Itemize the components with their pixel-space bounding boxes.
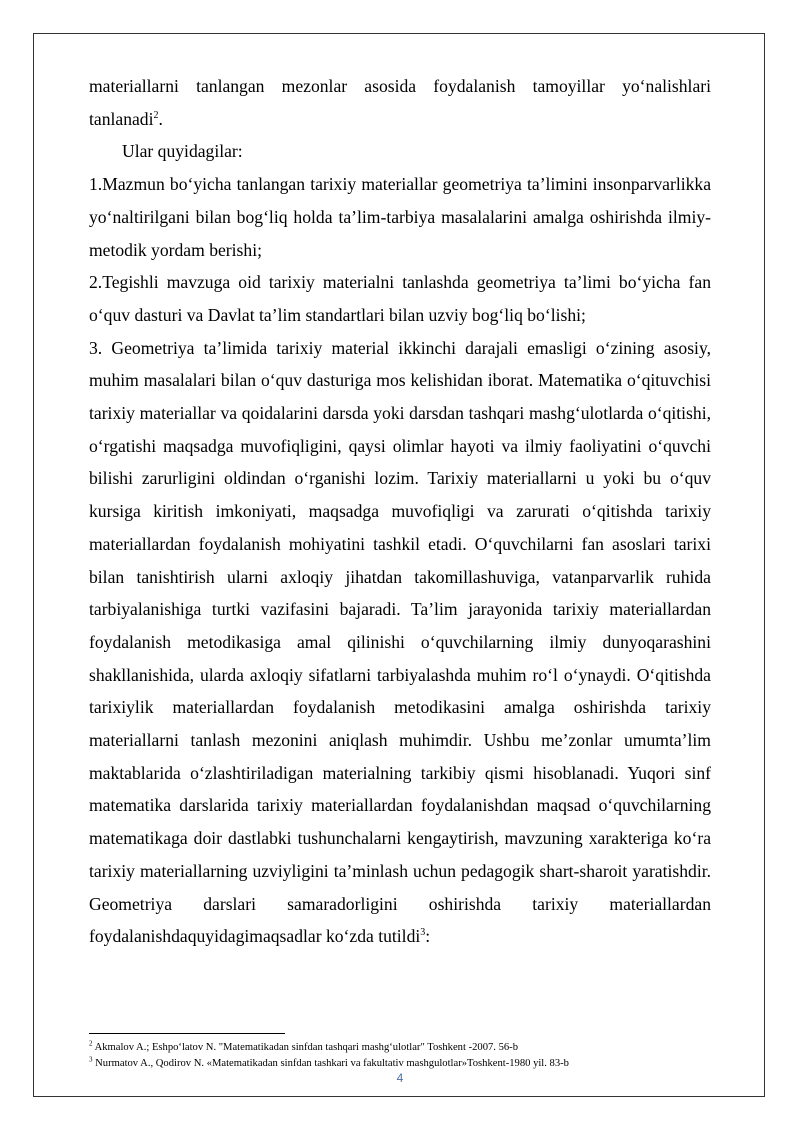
footnote-separator [89, 1033, 285, 1034]
paragraph-2: Ular quyidagilar: [122, 141, 243, 162]
paragraph-4: 2.Tegishli mavzuga oid tarixiy materialni tanlashda geometriya ta’limi bo‘yicha fan o‘quv dasturi va Davlat ta’lim standartlari bilan uzviy bog‘liq bo‘lishi; [89, 272, 711, 325]
footnote-3: $^3$ Nurmatov A., Qodirov N. «Matematikadan sinfdan tashkari va fakultativ mashgulotlar»Toshkent-1980 yil. 83-b [89, 1055, 569, 1069]
footnote-ref-3[interactable]: 3 [420, 927, 426, 939]
paragraph-3: 1.Mazmun bo‘yicha tanlangan tarixiy materiallar geometriya ta’limini insonparvarlikka yo‘naltirilgani bilan bog‘liq holda ta’lim-tarbiya masalalarini amalga oshirishda ilmiy-metodik yordam berishi; [89, 174, 711, 260]
page-number: 4 [396, 1071, 404, 1085]
footnotes [89, 1040, 711, 1072]
paragraph-1: materiallarni tanlangan mezonlar asosida foydalanish tamoyillar yo‘nalishlari tanlanadi$^2$. [89, 76, 711, 129]
footnote-2: $^2$ Akmalov A.; Eshpo‘latov N. "Matematikadan sinfdan tashqari mashg‘ulotlar" Toshkent -2007. 56-b [89, 1039, 519, 1053]
footnote-ref-2[interactable]: 2 [153, 109, 159, 121]
document-body [89, 70, 711, 953]
paragraph-5: 3. Geometriya ta’limida tarixiy material ikkinchi darajali emasligi o‘zining asosiy, muhim masalalari bilan o‘quv dasturiga mos kelishidan iborat. Matematika o‘qituvchisi tarixiy materiallar va qoidalarini darsda yoki darsdan tashqari mashg‘ulotlarda o‘qitishi, o‘rgatishi maqsadga muvofiqligini, qaysi olimlar hayoti va ilmiy faoliyatini o‘quvchi bilishi zarurligini oldindan o‘rganishi lozim. Tarixiy materiallarni u yoki bu o‘quv kursiga kiritish imkoniyati, maqsadga muvofiqligi va zarurati o‘qitishda tarixiy materiallardan foydalanish mohiyatini tashkil etadi. O‘quvchilarni fan asoslari tarixi bilan tanishtirish ularni axloqiy jihatdan takomillashuviga, vatanparvarlik ruhida tarbiyalanishiga turtki vazifasini bajaradi. Ta’lim jarayonida tarixiy materiallardan foydalanish metodikasiga amal qilinishi o‘quvchilarning ilmiy dunyoqarashini shakllanishida, ularda axloqiy sifatlarni tarbiyalashda muhim ro‘l o‘ynaydi. O‘qitishda tarixiylik materiallardan foydalanish metodikasini amalga oshirishda tarixiy materiallarni tanlash mezonini aniqlash muhimdir. Ushbu me’zonlar umumta’lim maktablarida o‘zlashtiriladigan materialning tarkibiy qismi hisoblanadi. Yuqori sinf matematika darslarida tarixiy materiallardan foydalanishdan maqsad o‘quvchilarning matematikaga doir dastlabki tushunchalarni kengaytirish, mavzuning xarakteriga ko‘ra tarixiy materiallarning uzviyligini ta’minlash uchun pedagogik shart-sharoit yaratishdir. Geometriya darslari samaradorligini oshirishda tarixiy materiallardan foydalanishdaquyidagimaqsadlar ko‘zda tutildi$^3$: [89, 337, 711, 947]
